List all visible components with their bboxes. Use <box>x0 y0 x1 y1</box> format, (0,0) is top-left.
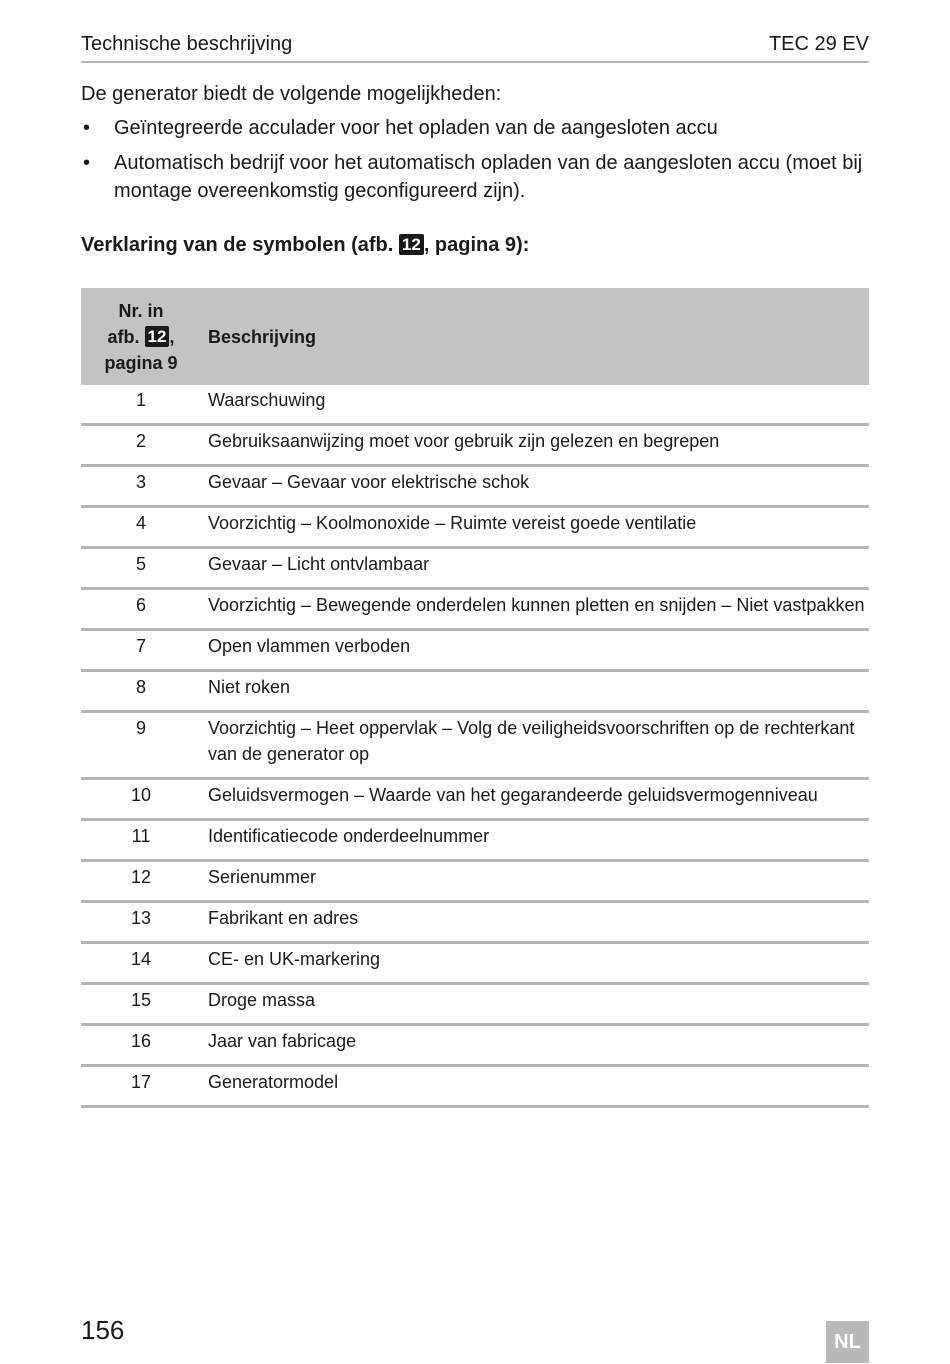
list-item <box>81 149 869 205</box>
row-number: 6 <box>81 589 201 630</box>
list-item-text: Automatisch bedrijf voor het automatisch opladen van de aangesloten accu (moet bij montage overeenkomstig geconfigureerd zijn). <box>114 152 863 202</box>
row-number: 3 <box>81 466 201 507</box>
column-header-number-line2: afb. <box>107 326 140 347</box>
header-model-name: TEC 29 EV <box>768 33 869 55</box>
row-number: 8 <box>81 671 201 712</box>
row-number: 16 <box>81 1025 201 1066</box>
row-description: Voorzichtig – Bewegende onderdelen kunnen pletten en snijden – Niet vastpakken <box>201 589 869 630</box>
row-number: 10 <box>81 779 201 820</box>
feature-list <box>81 114 869 205</box>
row-number: 5 <box>81 548 201 589</box>
row-description: Jaar van fabricage <box>201 1025 869 1066</box>
table-row <box>81 671 869 712</box>
row-description: Open vlammen verboden <box>201 630 869 671</box>
table-row <box>81 1066 869 1107</box>
table-row <box>81 712 869 779</box>
row-description: Fabrikant en adres <box>201 902 869 943</box>
bullet-icon: • <box>83 152 91 174</box>
section-title <box>81 231 869 259</box>
row-number: 9 <box>81 712 201 779</box>
row-number: 15 <box>81 984 201 1025</box>
row-description: Droge massa <box>201 984 869 1025</box>
table-row <box>81 466 869 507</box>
row-description: Serienummer <box>201 861 869 902</box>
page-number: 156 <box>81 1315 125 1345</box>
row-number: 13 <box>81 902 201 943</box>
page-header <box>81 30 869 63</box>
table-row <box>81 984 869 1025</box>
table-body <box>81 385 869 1107</box>
section-title-suffix: , pagina 9): <box>423 234 530 256</box>
row-description: Voorzichtig – Koolmonoxide – Ruimte vereist goede ventilatie <box>201 507 869 548</box>
table-row <box>81 630 869 671</box>
column-header-number-line1: Nr. in <box>118 300 164 321</box>
table-row <box>81 820 869 861</box>
column-header-description: Beschrijving <box>201 288 869 385</box>
list-item-text: Geïntegreerde acculader voor het opladen van de aangesloten accu <box>114 117 718 139</box>
row-number: 11 <box>81 820 201 861</box>
symbols-table <box>81 288 869 1108</box>
column-header-number-line3: pagina 9 <box>104 352 178 373</box>
intro-text: De generator biedt de volgende mogelijkheden: <box>81 83 502 105</box>
language-badge: NL <box>826 1321 869 1363</box>
row-description: Voorzichtig – Heet oppervlak – Volg de veiligheidsvoorschriften op de rechterkant van de generator op <box>201 712 869 779</box>
table-header-row <box>81 288 869 385</box>
table-row <box>81 507 869 548</box>
row-number: 2 <box>81 425 201 466</box>
table-row <box>81 779 869 820</box>
row-description: Gebruiksaanwijzing moet voor gebruik zijn gelezen en begrepen <box>201 425 869 466</box>
row-number: 7 <box>81 630 201 671</box>
table-row <box>81 425 869 466</box>
row-number: 12 <box>81 861 201 902</box>
column-header-number-comma: , <box>169 326 175 347</box>
row-number: 17 <box>81 1066 201 1107</box>
row-description: Generatormodel <box>201 1066 869 1107</box>
table-row <box>81 548 869 589</box>
row-number: 4 <box>81 507 201 548</box>
section-title-text: Verklaring van de symbolen (afb. <box>81 234 394 256</box>
row-description: Waarschuwing <box>201 385 869 425</box>
table-row <box>81 589 869 630</box>
table-row <box>81 1025 869 1066</box>
table-row <box>81 902 869 943</box>
figure-reference-badge: 12 <box>399 234 424 255</box>
header-section-title: Technische beschrijving <box>81 33 293 55</box>
row-description: CE- en UK-markering <box>201 943 869 984</box>
row-description: Gevaar – Licht ontvlambaar <box>201 548 869 589</box>
table-row <box>81 943 869 984</box>
row-description: Niet roken <box>201 671 869 712</box>
figure-reference-badge: 12 <box>145 326 170 347</box>
table-row <box>81 861 869 902</box>
row-description: Geluidsvermogen – Waarde van het gegarandeerde geluidsvermogenniveau <box>201 779 869 820</box>
row-number: 14 <box>81 943 201 984</box>
row-description: Identificatiecode onderdeelnummer <box>201 820 869 861</box>
bullet-icon: • <box>83 117 91 139</box>
list-item <box>81 114 869 142</box>
row-number: 1 <box>81 385 201 425</box>
column-header-number <box>81 288 201 385</box>
main-content <box>81 80 869 259</box>
table-row <box>81 385 869 425</box>
row-description: Gevaar – Gevaar voor elektrische schok <box>201 466 869 507</box>
